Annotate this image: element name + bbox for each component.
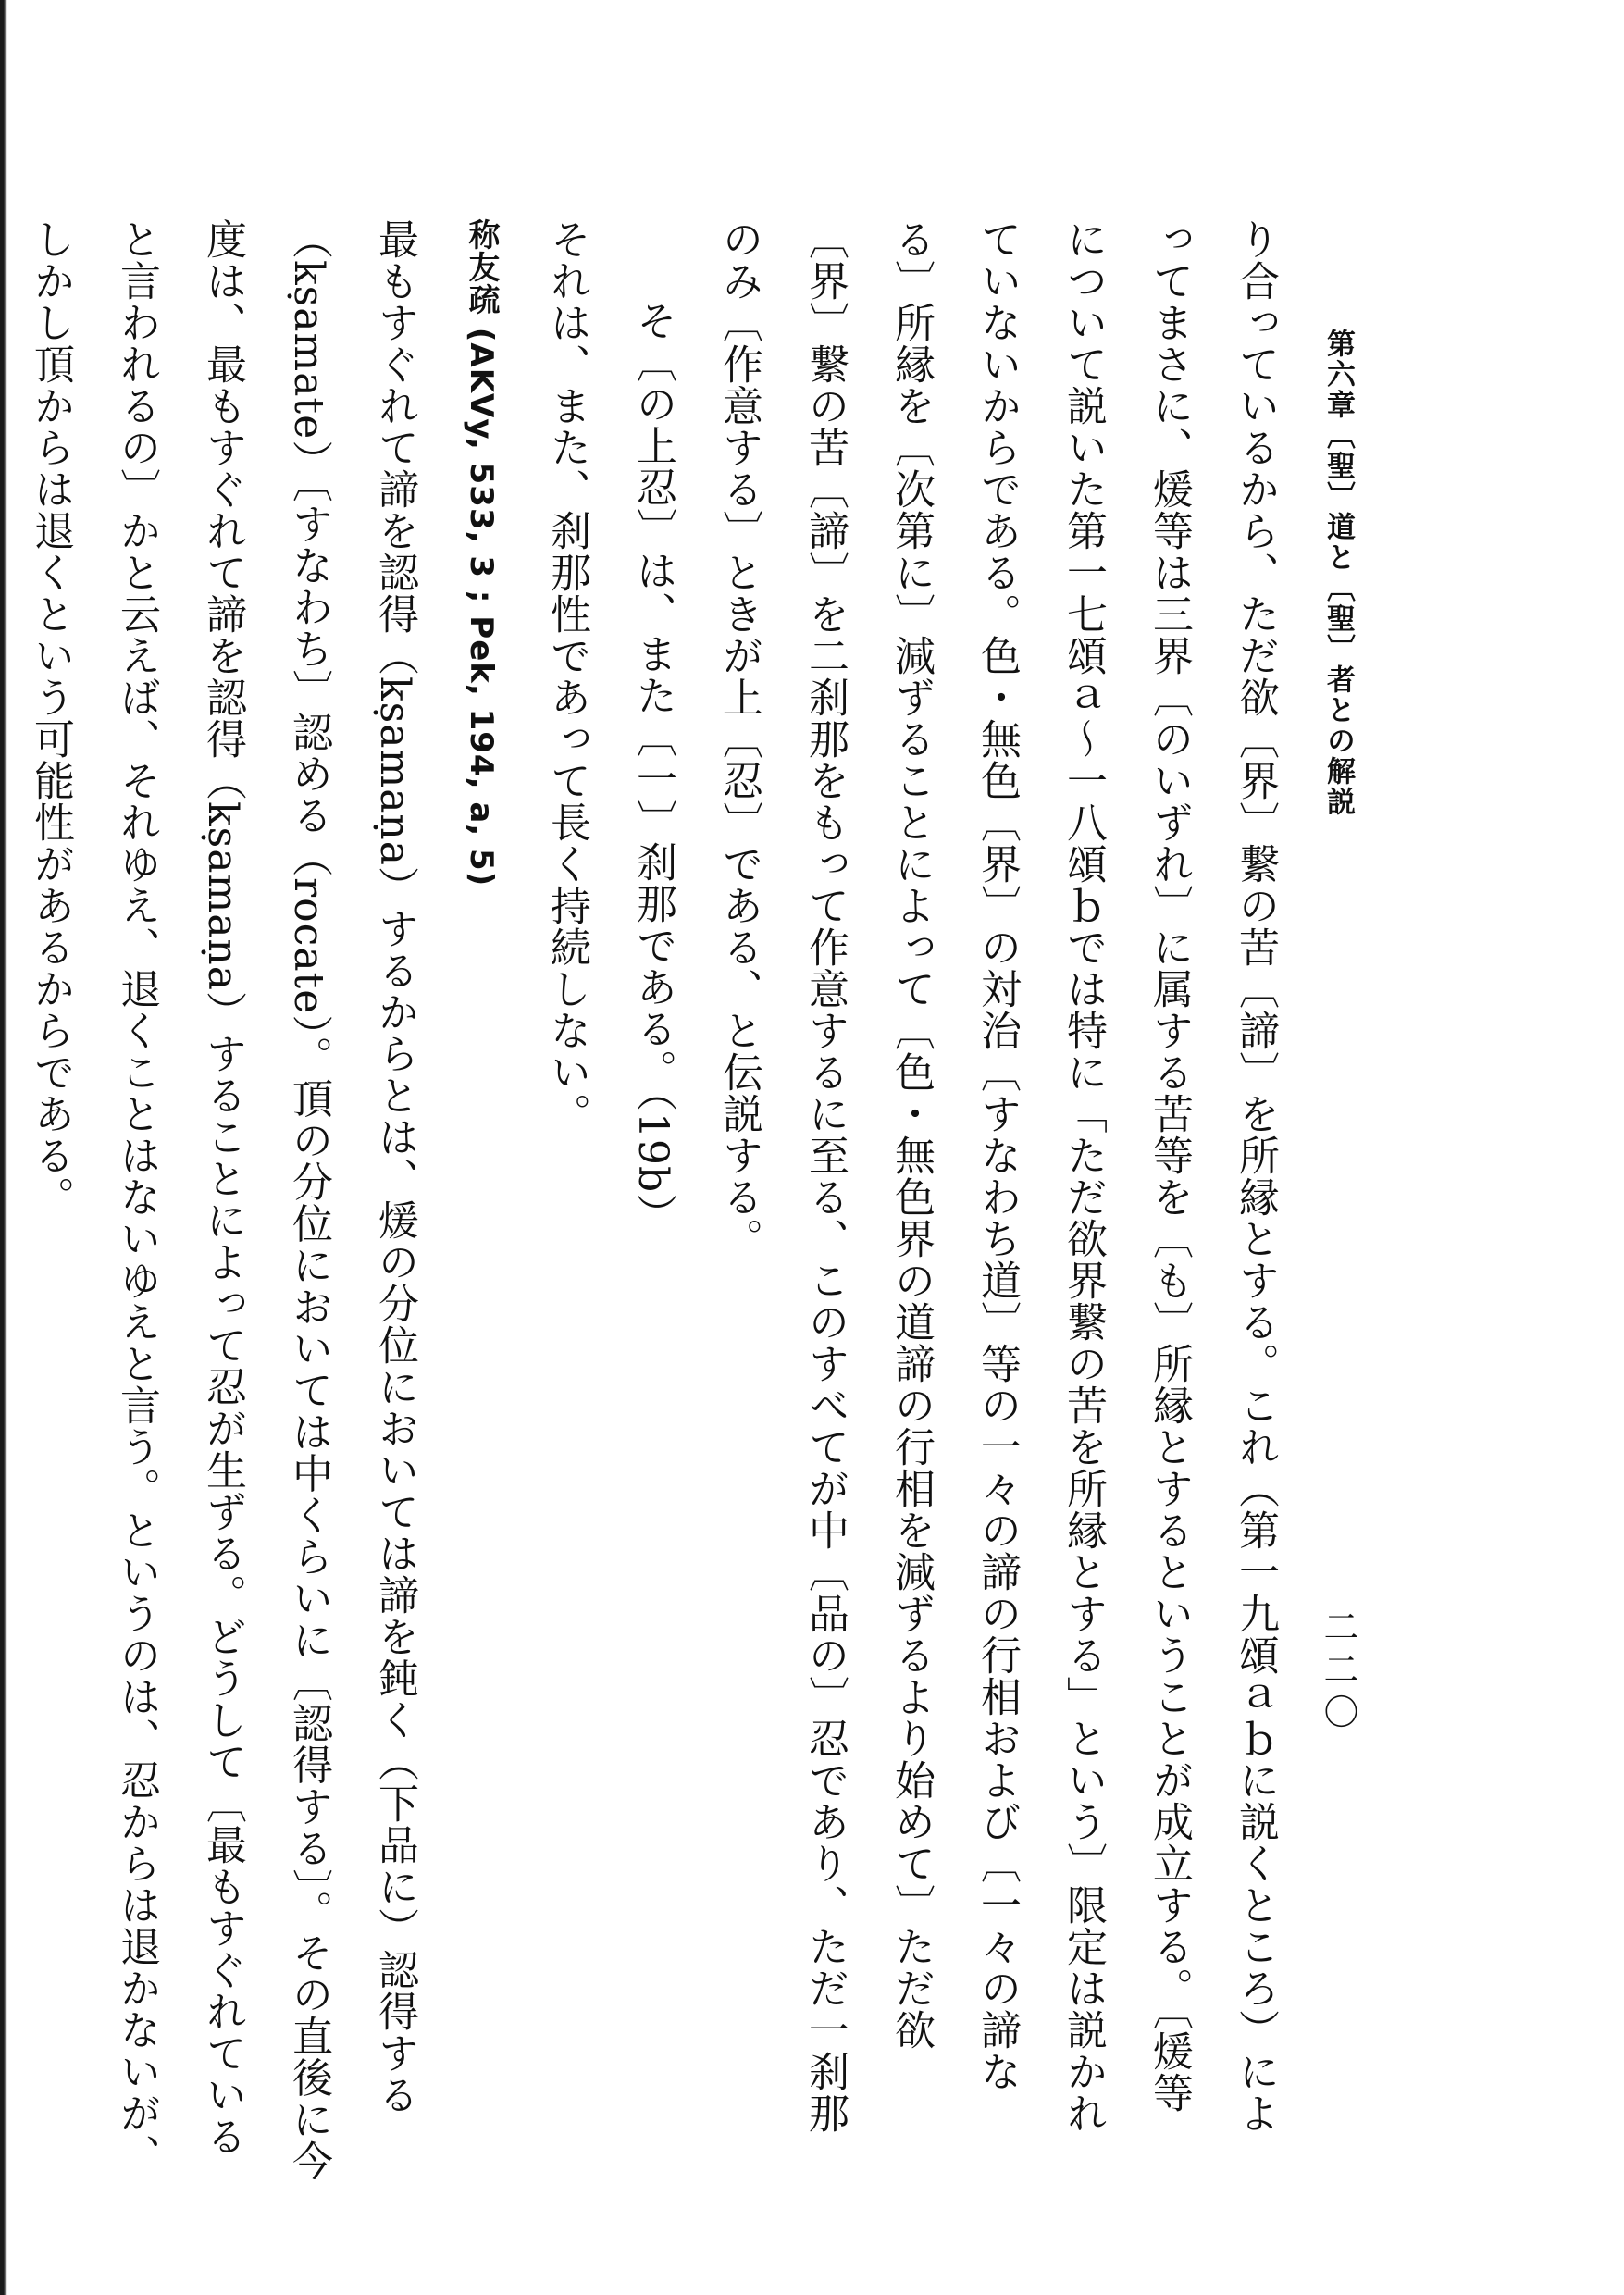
text-line: 〔界〕繋の苦〔諦〕を二刹那をもって作意するに至る、このすべてが中〔品の〕忍であり、ただ一刹那 bbox=[801, 218, 849, 2134]
page-number: 二二〇 bbox=[1318, 1608, 1358, 1736]
text-line: それは、また、刹那性であって長く持続しない。 bbox=[543, 218, 590, 1135]
text-line: について説いた第一七頌ａ〜一八頌ｂでは特に「ただ欲界繋の苦を所縁とする」という〕限定は説かれ bbox=[1060, 218, 1107, 2134]
text-line: しかし頂からは退くという可能性があるからである。 bbox=[27, 218, 74, 1218]
binding-edge bbox=[0, 0, 7, 2295]
body-text bbox=[7, 218, 1298, 2182]
verse-line: そ〔の上忍〕は、また〔一〕刹那である。（19b） bbox=[629, 300, 676, 1235]
section-heading: 称友疏 (AKVy, 533, 3 ; Pek, 194, a, 5) bbox=[463, 218, 500, 887]
text-line: ていないからである。色・無色〔界〕の対治〔すなわち道〕等の一々の諦の行相および〔一々の諦な bbox=[973, 218, 1021, 2092]
text-line: 度は、最もすぐれて諦を認得（kṣamaṇa）することによって忍が生ずる。どうして〔最もすぐれている bbox=[199, 218, 246, 2157]
running-head: 第六章〔聖〕道と〔聖〕者との解説 bbox=[1321, 329, 1355, 817]
text-line: る〕所縁を〔次第に〕減ずることによって〔色・無色界の道諦の行相を減ずるより始めて〕ただ欲 bbox=[887, 218, 935, 2051]
text-line: 最もすぐれて諦を認得（kṣamaṇa）するからとは、煖の分位においては諦を鈍く（下品に）認得する bbox=[371, 218, 418, 2115]
text-line: と言われるの〕かと云えば、それゆえ、退くことはないゆえと言う。というのは、忍からは退かないが、 bbox=[113, 218, 160, 2176]
text-line: （kṣamate）〔すなわち〕認める（rocate）。頂の分位においては中くらいに〔認得する〕。その直後に今 bbox=[285, 218, 332, 2182]
text-line: り合っているから、ただ欲〔界〕繋の苦〔諦〕を所縁とする。これ（第一九頌ａｂに説くところ）によ bbox=[1232, 218, 1279, 2134]
text-line: のみ〔作意する〕ときが上〔忍〕である、と伝説する。 bbox=[715, 218, 762, 1259]
text-line: ってまさに、煖等は三界〔のいずれ〕に属する苦等を〔も〕所縁とするということが成立する。〔煖等 bbox=[1146, 218, 1193, 2114]
